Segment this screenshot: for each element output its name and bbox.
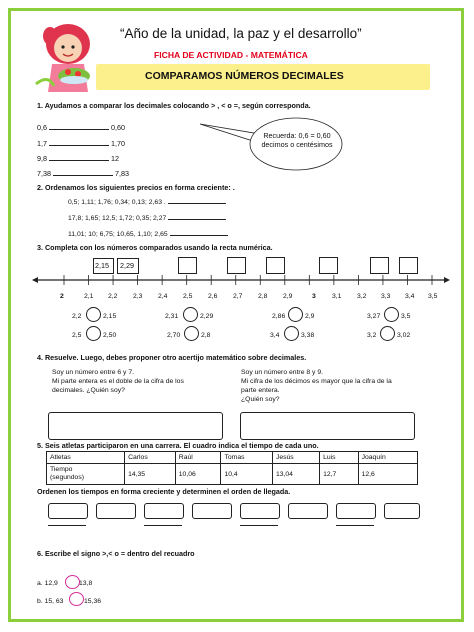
bubble-text: Recuerda: 0,6 = 0,60 decimos o centésimos — [261, 131, 333, 149]
q6-label: a. — [37, 580, 43, 587]
tick-label: 3 — [312, 293, 316, 300]
q6-item — [37, 598, 63, 605]
riddle-line: Soy un número entre 8 y 9. — [241, 369, 323, 376]
order-box[interactable] — [96, 503, 136, 519]
pair-a: 2,31 — [165, 313, 179, 320]
time-cell: 10,06 — [175, 464, 221, 485]
q1-a: 1,7 — [37, 139, 47, 148]
q1-a: 0,6 — [37, 123, 47, 132]
motto: “Año de la unidad, la paz y el desarrollo” — [120, 26, 362, 41]
times-table — [46, 451, 418, 485]
tick-label: 2,1 — [84, 293, 94, 300]
answer-blank[interactable] — [170, 228, 228, 236]
boxed-value: 2,29 — [120, 261, 134, 270]
boxed-value: 2,15 — [95, 261, 109, 270]
pair-a: 2,70 — [167, 332, 181, 339]
q2-values: 0,5; 1,11; 1,76; 0,34; 0,13; 2,63 . — [68, 199, 166, 206]
pair-a: 3,27 — [367, 313, 381, 320]
comparison-circle[interactable] — [86, 326, 101, 341]
pair-b: 2,50 — [103, 332, 117, 339]
table-header: Luis — [320, 452, 359, 464]
pair-b: 2,9 — [305, 313, 315, 320]
tick-label: 2,9 — [283, 293, 293, 300]
pair-a: 3,4 — [270, 332, 280, 339]
q2-values: 11,01; 10; 6,75; 10,65, 1,10; 2,65 — [68, 231, 168, 238]
table-header: Atletas — [47, 452, 125, 464]
page-title: COMPARAMOS NÚMEROS DECIMALES — [145, 70, 344, 82]
riddle-line: Mi cifra de los décimos es mayor que la cifra de la — [241, 378, 392, 385]
pair-b: 2,8 — [201, 332, 211, 339]
pair-b: 3,38 — [301, 332, 315, 339]
tick-label: 3,5 — [428, 293, 438, 300]
table-header: Raúl — [175, 452, 221, 464]
order-box[interactable] — [48, 503, 88, 519]
q2-instruction: 2. Ordenamos los siguientes precios en forma creciente: . — [37, 183, 235, 192]
riddle-line: decimales. ¿Quién soy? — [52, 387, 125, 394]
table-header: Joaquín — [358, 452, 417, 464]
riddle-line: Soy un número entre 6 y 7. — [52, 369, 134, 376]
answer-box-right[interactable] — [240, 412, 415, 440]
tick-label: 2 — [60, 293, 64, 300]
tick-label: 2,7 — [233, 293, 243, 300]
q1-item — [37, 153, 119, 163]
time-cell: 12,6 — [358, 464, 417, 485]
ficha-title: FICHA DE ACTIVIDAD - MATEMÁTICA — [154, 50, 308, 60]
pair-a: 2,2 — [72, 313, 82, 320]
tick-label: 2,8 — [258, 293, 268, 300]
order-underline — [48, 522, 86, 526]
pair-b: 3,5 — [401, 313, 411, 320]
order-underline — [144, 522, 182, 526]
riddle-line: ¿Quién soy? — [241, 396, 280, 403]
q6-b: 13,8 — [79, 580, 93, 587]
answer-blank[interactable] — [49, 153, 109, 161]
order-box[interactable] — [192, 503, 232, 519]
comparison-circle[interactable] — [65, 575, 80, 589]
tick-label: 3,4 — [405, 293, 415, 300]
answer-blank[interactable] — [168, 196, 226, 204]
q6-a: 12,9 — [44, 580, 58, 587]
order-box[interactable] — [240, 503, 280, 519]
answer-box-left[interactable] — [48, 412, 223, 440]
table-header: Carlos — [125, 452, 176, 464]
time-cell: 12,7 — [320, 464, 359, 485]
order-underline — [240, 522, 278, 526]
table-header-row — [47, 452, 418, 464]
tick-label: 2,3 — [133, 293, 143, 300]
comparison-circle[interactable] — [284, 326, 299, 341]
row-label — [47, 464, 125, 485]
order-box[interactable] — [384, 503, 420, 519]
girl-illustration — [28, 14, 110, 106]
tick-label: 3,3 — [381, 293, 391, 300]
tick-label: 2,4 — [158, 293, 168, 300]
order-box[interactable] — [144, 503, 184, 519]
q1-b: 1,70 — [111, 139, 125, 148]
pair-a: 3,2 — [367, 332, 377, 339]
q6-item — [37, 580, 58, 587]
q1-b: 7,83 — [115, 169, 129, 178]
comparison-circle[interactable] — [288, 307, 303, 322]
q2-item — [68, 212, 226, 222]
pair-b: 2,15 — [103, 313, 117, 320]
riddle-line: parte entera. — [241, 387, 280, 394]
table-header: Jesús — [272, 452, 319, 464]
pair-b: 2,29 — [200, 313, 214, 320]
riddle-left — [52, 368, 184, 395]
order-underline — [336, 522, 374, 526]
comparison-circle[interactable] — [183, 307, 198, 322]
riddle-line: Mi parte entera es el doble de la cifra de los — [52, 378, 184, 385]
q6-instruction: 6. Escribe el signo >,< o = dentro del recuadro — [37, 549, 195, 558]
answer-blank[interactable] — [49, 122, 109, 130]
answer-blank[interactable] — [53, 168, 113, 176]
q6-a: 15, 63 — [44, 598, 64, 605]
time-cell: 13,04 — [272, 464, 319, 485]
pair-a: 2,86 — [272, 313, 286, 320]
answer-blank[interactable] — [168, 212, 226, 220]
q1-a: 7,38 — [37, 169, 51, 178]
comparison-circle[interactable] — [69, 592, 84, 606]
row-label-line: Tiempo — [50, 466, 73, 473]
tick-label: 2,5 — [183, 293, 193, 300]
q6-b: 15,36 — [84, 598, 102, 605]
comparison-circle[interactable] — [86, 307, 101, 322]
q1-b: 12 — [111, 154, 119, 163]
number-line — [32, 272, 452, 292]
q1-item — [37, 122, 125, 132]
q1-item — [37, 168, 129, 178]
answer-blank[interactable] — [49, 138, 109, 146]
order-instruction: Ordenen los tiempos en forma creciente y determinen el orden de llegada. — [37, 487, 291, 496]
q1-a: 9,8 — [37, 154, 47, 163]
time-cell: 14,35 — [125, 464, 176, 485]
q1-instruction: 1. Ayudamos a comparar los decimales colocando > , < o =, según corresponda. — [37, 101, 311, 110]
tick-label: 2,6 — [208, 293, 218, 300]
comparison-circle[interactable] — [380, 326, 395, 341]
order-box[interactable] — [288, 503, 328, 519]
row-label-line: (segundos) — [50, 474, 85, 481]
pair-b: 3,02 — [397, 332, 411, 339]
time-cell: 10,4 — [221, 464, 272, 485]
q1-item — [37, 138, 125, 148]
tick-label: 3,2 — [357, 293, 367, 300]
order-box[interactable] — [336, 503, 376, 519]
q3-instruction: 3. Completa con los números comparados usando la recta numérica. — [37, 243, 273, 252]
pair-a: 2,5 — [72, 332, 82, 339]
q2-values: 17,8; 1,65; 12,5; 1,72; 0,35; 2,27 — [68, 215, 167, 222]
comparison-circle[interactable] — [384, 307, 399, 322]
tick-label: 3,1 — [332, 293, 342, 300]
q4-instruction: 4. Resuelve. Luego, debes proponer otro acertijo matemático sobre decimales. — [37, 353, 307, 362]
q6-label: b. — [37, 598, 43, 605]
riddle-right — [241, 368, 392, 404]
q2-item — [68, 196, 226, 206]
q2-item — [68, 228, 228, 238]
table-row — [47, 464, 418, 485]
tick-label: 2,2 — [108, 293, 118, 300]
comparison-circle[interactable] — [184, 326, 199, 341]
q1-b: 0,60 — [111, 123, 125, 132]
q5-instruction: 5. Seis atletas participaron en una carrera. El cuadro indica el tiempo de cada uno. — [37, 441, 319, 450]
table-header: Tomas — [221, 452, 272, 464]
